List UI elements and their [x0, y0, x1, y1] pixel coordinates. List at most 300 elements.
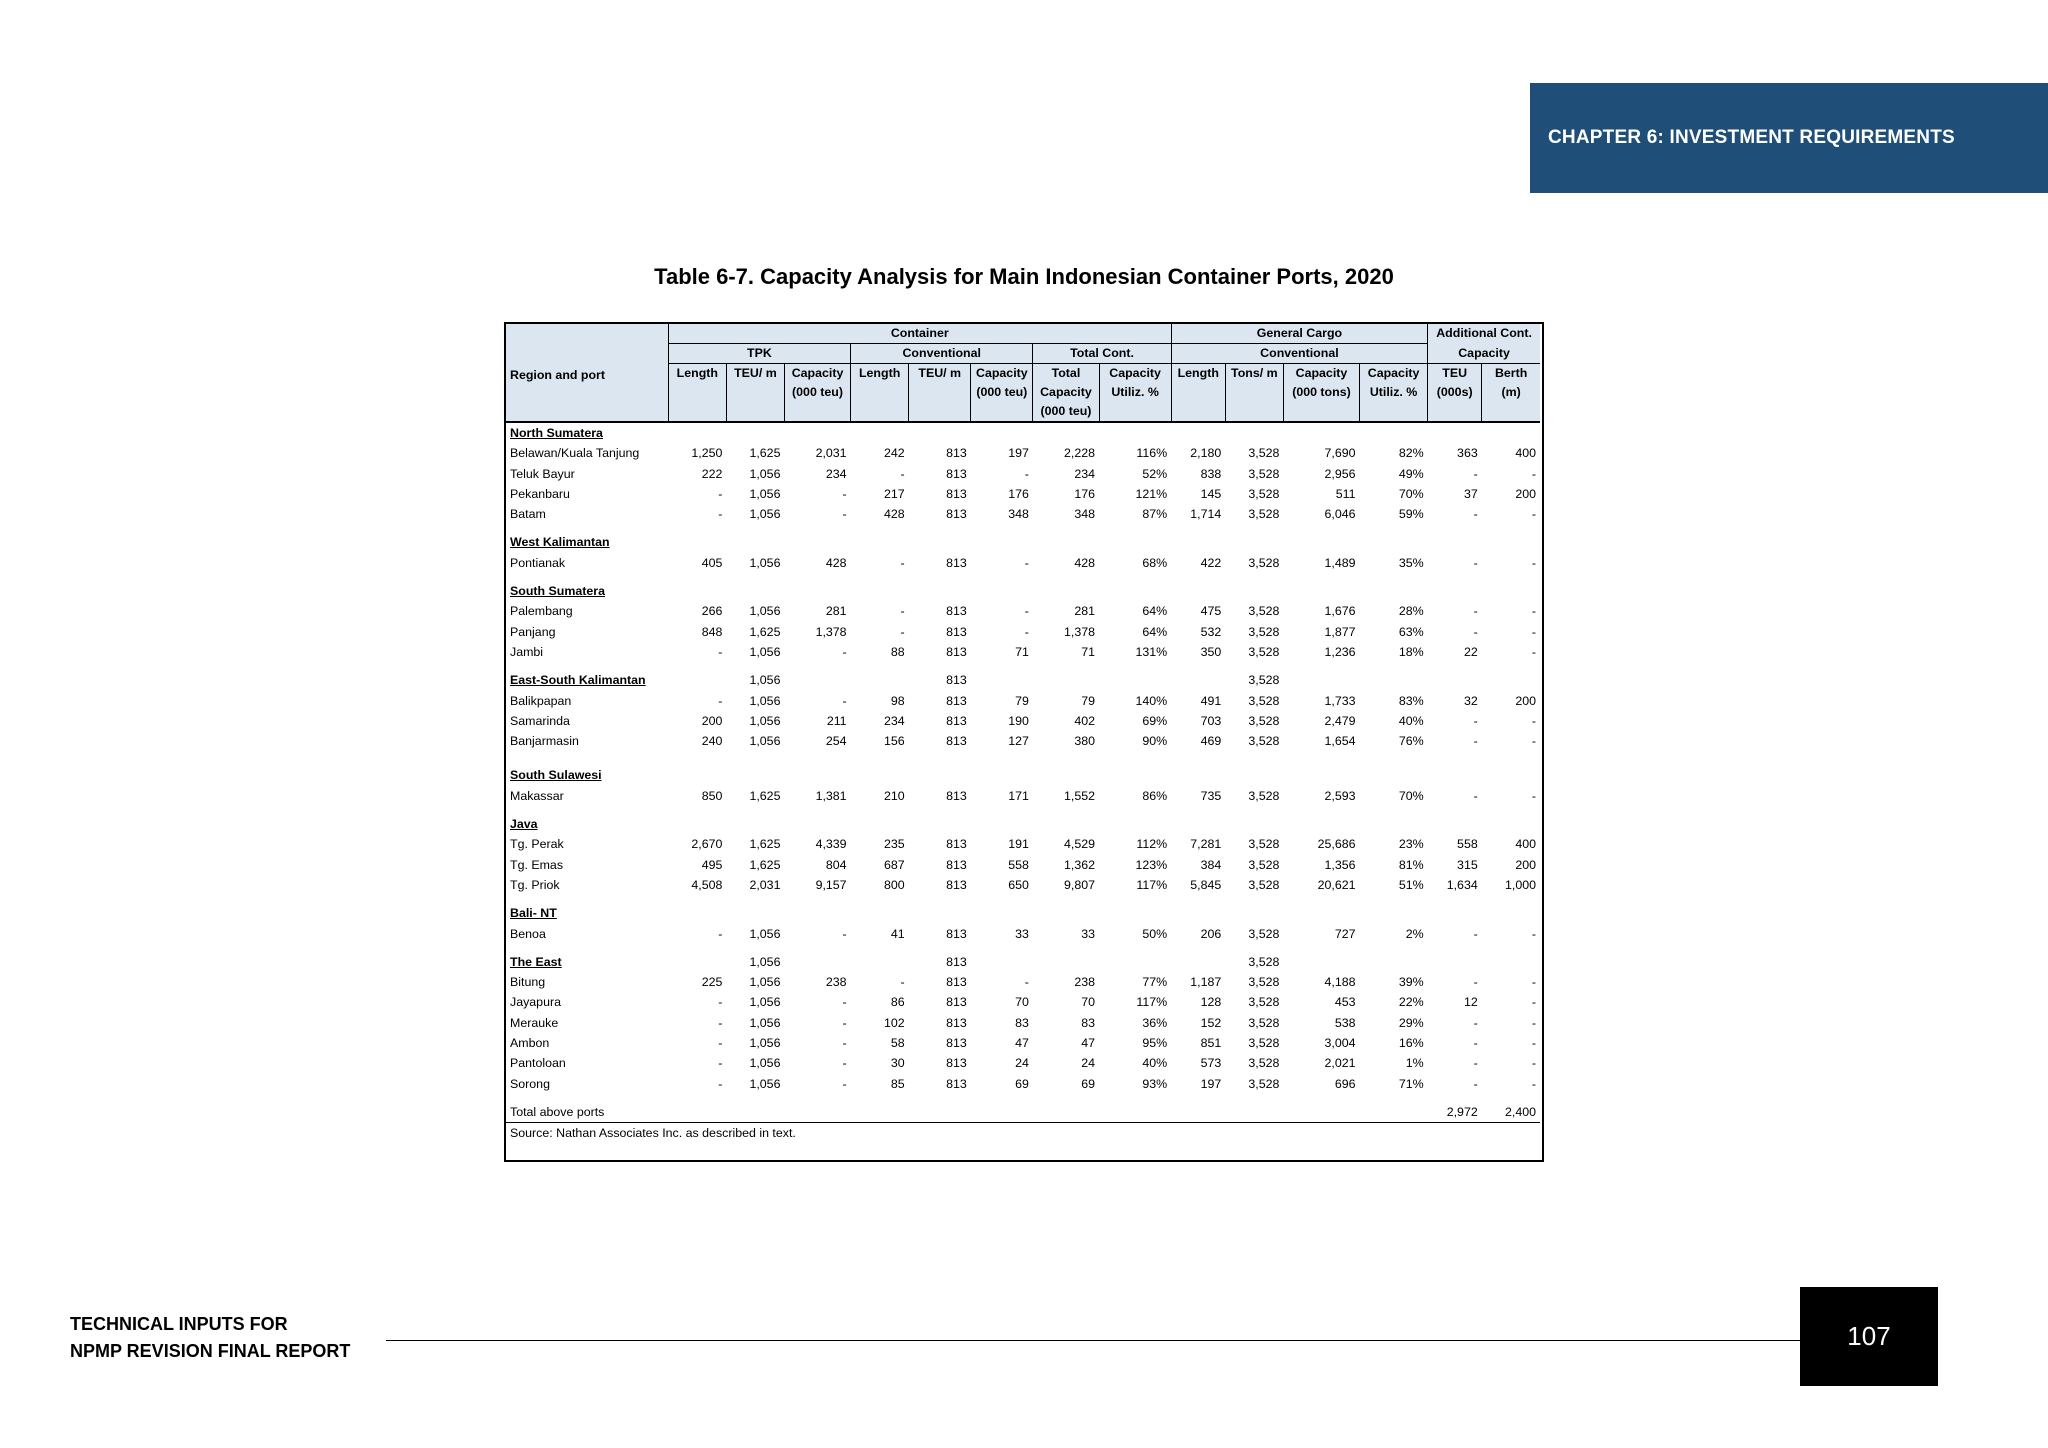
- value-cell: [784, 532, 850, 552]
- value-cell: 1,625: [749, 857, 781, 872]
- value-cell: 2,180: [1190, 446, 1222, 461]
- value-cell: [851, 581, 909, 601]
- value-cell: [784, 581, 850, 601]
- column-header-11-line-1: Capacity: [1283, 364, 1359, 384]
- value-cell: -: [718, 995, 723, 1010]
- region-row: [506, 670, 1540, 690]
- value-cell: [909, 581, 971, 601]
- value-cell: 86%: [1142, 788, 1168, 803]
- value-cell: -: [1473, 466, 1478, 481]
- value-cell: 4,529: [1063, 837, 1095, 852]
- column-header-10-line-1: Tons/ m: [1225, 364, 1283, 384]
- table-row: [506, 1013, 1540, 1033]
- value-cell: 222: [701, 466, 723, 481]
- value-cell: 813: [946, 837, 967, 852]
- value-cell: 813: [946, 857, 967, 872]
- value-cell: 558: [1457, 837, 1478, 852]
- value-cell: -: [718, 926, 723, 941]
- region-name: Java: [510, 817, 538, 832]
- table-row: [506, 553, 1540, 573]
- value-cell: 703: [1200, 713, 1222, 728]
- value-cell: 206: [1200, 926, 1222, 941]
- capacity-table-box: [504, 322, 1544, 1162]
- value-cell: [1171, 765, 1225, 785]
- value-cell: 804: [825, 857, 847, 872]
- value-cell: [668, 903, 726, 923]
- column-header-5-line-2: [909, 383, 971, 402]
- value-cell: 22%: [1398, 995, 1424, 1010]
- value-cell: 83: [1015, 1015, 1029, 1030]
- table-row: [506, 875, 1540, 895]
- value-cell: 117%: [1136, 995, 1168, 1010]
- value-cell: 83%: [1398, 693, 1424, 708]
- region-name: West Kalimantan: [510, 535, 610, 550]
- value-cell: [1099, 814, 1171, 834]
- header-conventional: Conventional: [851, 344, 1033, 364]
- value-cell: [1360, 814, 1428, 834]
- value-cell: 281: [825, 604, 847, 619]
- value-cell: [726, 765, 784, 785]
- value-cell: 1,625: [749, 788, 781, 803]
- value-cell: -: [1531, 975, 1536, 990]
- value-cell: -: [1473, 788, 1478, 803]
- value-cell: [1033, 765, 1099, 785]
- value-cell: 4,339: [815, 837, 847, 852]
- column-header-5-line-3: [909, 402, 971, 422]
- value-cell: [1428, 532, 1482, 552]
- value-cell: 1,714: [1190, 507, 1222, 522]
- value-cell: 813: [946, 673, 967, 688]
- value-cell: [1283, 1102, 1359, 1123]
- column-header-1-line-1: Length: [668, 364, 726, 384]
- value-cell: 234: [825, 466, 847, 481]
- value-cell: 3,528: [1248, 837, 1280, 852]
- value-cell: 200: [1515, 486, 1536, 501]
- header-gc-conventional: Conventional: [1171, 344, 1427, 364]
- value-cell: 102: [883, 1015, 905, 1030]
- value-cell: [1360, 903, 1428, 923]
- value-cell: [784, 670, 850, 690]
- value-cell: -: [842, 486, 847, 501]
- value-cell: 1,056: [749, 954, 781, 969]
- column-header-5-line-1: TEU/ m: [909, 364, 971, 384]
- spacer-cell: [506, 944, 1540, 952]
- value-cell: [851, 952, 909, 972]
- value-cell: [1360, 532, 1428, 552]
- value-cell: 1,236: [1324, 644, 1356, 659]
- table-row: [506, 504, 1540, 524]
- spacer-row: [506, 1094, 1540, 1102]
- value-cell: 1,056: [749, 507, 781, 522]
- value-cell: -: [1531, 995, 1536, 1010]
- value-cell: 22: [1463, 644, 1478, 659]
- value-cell: 3,528: [1248, 624, 1280, 639]
- table-row: [506, 691, 1540, 711]
- value-cell: 3,528: [1248, 713, 1280, 728]
- region-row: [506, 814, 1540, 834]
- value-cell: 1,378: [1063, 624, 1095, 639]
- table-row: [506, 1053, 1540, 1073]
- value-cell: -: [1473, 926, 1478, 941]
- value-cell: 71%: [1398, 1076, 1424, 1091]
- spacer-cell: [506, 806, 1540, 814]
- value-cell: 1,056: [749, 995, 781, 1010]
- value-cell: 4,508: [691, 877, 723, 892]
- value-cell: 29%: [1398, 1015, 1424, 1030]
- value-cell: [1360, 581, 1428, 601]
- table-row: [506, 1102, 1540, 1123]
- value-cell: [726, 532, 784, 552]
- spacer-row: [506, 662, 1540, 670]
- value-cell: 70: [1081, 995, 1095, 1010]
- value-cell: 9,807: [1063, 877, 1095, 892]
- value-cell: 1,381: [815, 788, 847, 803]
- table-row: [506, 834, 1540, 854]
- value-cell: [1225, 581, 1283, 601]
- value-cell: 3,528: [1248, 693, 1280, 708]
- value-cell: 428: [825, 555, 847, 570]
- value-cell: 83: [1081, 1015, 1095, 1030]
- table-row: [506, 992, 1540, 1012]
- value-cell: 2,972: [1446, 1104, 1478, 1119]
- column-header-9-line-2: [1171, 383, 1225, 402]
- value-cell: [1283, 765, 1359, 785]
- column-header-12-line-2: Utiliz. %: [1360, 383, 1428, 402]
- column-header-9-line-1: Length: [1171, 364, 1225, 384]
- column-header-11-line-3: [1283, 402, 1359, 422]
- value-cell: 71: [1015, 644, 1029, 659]
- value-cell: 315: [1457, 857, 1478, 872]
- port-name: Batam: [510, 507, 546, 522]
- value-cell: [726, 422, 784, 443]
- value-cell: 469: [1200, 734, 1222, 749]
- value-cell: 3,528: [1248, 466, 1280, 481]
- value-cell: -: [1473, 604, 1478, 619]
- value-cell: 123%: [1135, 857, 1168, 872]
- value-cell: 64%: [1142, 604, 1168, 619]
- value-cell: 70%: [1398, 788, 1424, 803]
- value-cell: -: [1531, 466, 1536, 481]
- value-cell: [1171, 581, 1225, 601]
- value-cell: 234: [883, 713, 905, 728]
- table-row: [506, 786, 1540, 806]
- value-cell: 813: [946, 693, 967, 708]
- value-cell: [668, 952, 726, 972]
- value-cell: [1428, 670, 1482, 690]
- value-cell: 1,378: [815, 624, 847, 639]
- value-cell: 1,676: [1324, 604, 1356, 619]
- value-cell: [1033, 952, 1099, 972]
- value-cell: 1,250: [691, 446, 723, 461]
- port-name: Samarinda: [510, 713, 570, 728]
- port-name: Jayapura: [510, 995, 561, 1010]
- region-name: South Sumatera: [510, 584, 606, 599]
- value-cell: 40%: [1142, 1056, 1168, 1071]
- value-cell: 350: [1200, 644, 1222, 659]
- value-cell: -: [1473, 975, 1478, 990]
- value-cell: 813: [946, 555, 967, 570]
- value-cell: [1482, 670, 1540, 690]
- value-cell: 3,528: [1248, 446, 1280, 461]
- value-cell: 37: [1463, 486, 1478, 501]
- value-cell: 428: [1074, 555, 1095, 570]
- value-cell: [1428, 422, 1482, 443]
- column-header-6-line-1: Capacity: [971, 364, 1033, 384]
- value-cell: -: [842, 926, 847, 941]
- column-header-9-line-3: [1171, 402, 1225, 422]
- region-row: [506, 903, 1540, 923]
- value-cell: 238: [1074, 975, 1095, 990]
- value-cell: [1225, 765, 1283, 785]
- value-cell: 348: [1074, 507, 1095, 522]
- value-cell: 813: [946, 1036, 967, 1051]
- value-cell: 2,228: [1063, 446, 1095, 461]
- column-header-2-line-2: [726, 383, 784, 402]
- value-cell: 813: [946, 1056, 967, 1071]
- column-header-6-line-2: (000 teu): [971, 383, 1033, 402]
- value-cell: -: [1531, 624, 1536, 639]
- port-name: Banjarmasin: [510, 734, 579, 749]
- region-row: [506, 532, 1540, 552]
- value-cell: [1099, 581, 1171, 601]
- value-cell: -: [718, 693, 723, 708]
- value-cell: 2,400: [1504, 1104, 1536, 1119]
- value-cell: 70%: [1398, 486, 1424, 501]
- value-cell: [1171, 814, 1225, 834]
- value-cell: 176: [1074, 486, 1095, 501]
- value-cell: 25,686: [1317, 837, 1356, 852]
- port-name: Pontianak: [510, 555, 566, 570]
- value-cell: [1283, 670, 1359, 690]
- value-cell: 121%: [1135, 486, 1168, 501]
- value-cell: 112%: [1136, 837, 1168, 852]
- table-row: [506, 443, 1540, 463]
- table-header: [506, 324, 1540, 422]
- value-cell: [1099, 765, 1171, 785]
- value-cell: -: [1024, 624, 1029, 639]
- value-cell: 50%: [1142, 926, 1168, 941]
- value-cell: 3,528: [1248, 1036, 1280, 1051]
- value-cell: [726, 814, 784, 834]
- column-header-2-line-1: TEU/ m: [726, 364, 784, 384]
- value-cell: [851, 765, 909, 785]
- value-cell: 2,670: [691, 837, 723, 852]
- value-cell: 197: [1008, 446, 1029, 461]
- value-cell: -: [842, 1056, 847, 1071]
- value-cell: 573: [1200, 1056, 1222, 1071]
- value-cell: 380: [1074, 734, 1095, 749]
- region-name: Bali- NT: [510, 906, 557, 921]
- value-cell: [726, 903, 784, 923]
- value-cell: 727: [1334, 926, 1356, 941]
- value-cell: -: [900, 975, 905, 990]
- region-name: North Sumatera: [510, 426, 603, 440]
- value-cell: [851, 422, 909, 443]
- value-cell: 2,031: [815, 446, 847, 461]
- footer-line-1: TECHNICAL INPUTS FOR: [70, 1314, 288, 1334]
- value-cell: 1,056: [749, 734, 781, 749]
- value-cell: 36%: [1142, 1015, 1168, 1030]
- value-cell: [1099, 670, 1171, 690]
- value-cell: [784, 422, 850, 443]
- value-cell: -: [1024, 604, 1029, 619]
- header-general-cargo: General Cargo: [1171, 324, 1427, 344]
- value-cell: 3,528: [1248, 926, 1280, 941]
- value-cell: -: [900, 624, 905, 639]
- value-cell: -: [1473, 507, 1478, 522]
- value-cell: [784, 814, 850, 834]
- value-cell: [909, 532, 971, 552]
- column-header-7-line-3: (000 teu): [1033, 402, 1099, 422]
- value-cell: 3,528: [1248, 486, 1280, 501]
- header-total-cont: Total Cont.: [1033, 344, 1171, 364]
- value-cell: [1360, 1102, 1428, 1123]
- value-cell: [971, 765, 1033, 785]
- value-cell: -: [718, 1015, 723, 1030]
- value-cell: -: [1024, 466, 1029, 481]
- value-cell: 813: [946, 1076, 967, 1091]
- value-cell: [1283, 532, 1359, 552]
- value-cell: 813: [946, 486, 967, 501]
- value-cell: 3,528: [1248, 1076, 1280, 1091]
- value-cell: 95%: [1142, 1036, 1168, 1051]
- value-cell: 1,056: [749, 693, 781, 708]
- value-cell: 6,046: [1324, 507, 1356, 522]
- column-header-1-line-2: [668, 383, 726, 402]
- column-header-14-line-3: [1482, 402, 1540, 422]
- value-cell: -: [1473, 1036, 1478, 1051]
- column-header-3-line-3: [784, 402, 850, 422]
- table-row: [506, 642, 1540, 662]
- value-cell: [909, 422, 971, 443]
- value-cell: [1225, 814, 1283, 834]
- value-cell: -: [842, 644, 847, 659]
- value-cell: 735: [1200, 788, 1222, 803]
- value-cell: -: [1531, 1015, 1536, 1030]
- value-cell: 41: [890, 926, 905, 941]
- value-cell: [971, 670, 1033, 690]
- value-cell: 152: [1200, 1015, 1222, 1030]
- footer-divider: [386, 1340, 1802, 1341]
- value-cell: -: [1531, 734, 1536, 749]
- region-name: The East: [510, 954, 562, 969]
- spacer-cell: [506, 524, 1540, 532]
- value-cell: 475: [1200, 604, 1222, 619]
- value-cell: [1482, 814, 1540, 834]
- column-header-4-line-2: [851, 383, 909, 402]
- value-cell: 813: [946, 466, 967, 481]
- spacer-cell: [506, 751, 1540, 765]
- value-cell: [971, 814, 1033, 834]
- value-cell: [971, 532, 1033, 552]
- value-cell: 1,356: [1324, 857, 1356, 872]
- value-cell: 813: [946, 734, 967, 749]
- port-name: Pekanbaru: [510, 486, 570, 501]
- value-cell: [1171, 952, 1225, 972]
- value-cell: 35%: [1398, 555, 1424, 570]
- value-cell: [784, 903, 850, 923]
- spacer-row: [506, 524, 1540, 532]
- value-cell: 266: [701, 604, 723, 619]
- column-header-4-line-1: Length: [851, 364, 909, 384]
- value-cell: [851, 814, 909, 834]
- value-cell: 1,634: [1446, 877, 1478, 892]
- value-cell: 453: [1334, 995, 1356, 1010]
- value-cell: 131%: [1135, 644, 1168, 659]
- value-cell: [1033, 1102, 1099, 1123]
- value-cell: -: [1473, 1076, 1478, 1091]
- value-cell: -: [1531, 788, 1536, 803]
- value-cell: 98: [890, 693, 905, 708]
- value-cell: 428: [883, 507, 905, 522]
- value-cell: 3,528: [1248, 555, 1280, 570]
- value-cell: [1225, 903, 1283, 923]
- value-cell: 235: [883, 837, 905, 852]
- value-cell: 558: [1008, 857, 1029, 872]
- table-body: [506, 422, 1540, 1144]
- value-cell: 538: [1334, 1015, 1356, 1030]
- value-cell: -: [1531, 555, 1536, 570]
- value-cell: 145: [1200, 486, 1222, 501]
- value-cell: 59%: [1398, 507, 1424, 522]
- value-cell: 2,031: [749, 877, 781, 892]
- port-name: Bitung: [510, 975, 546, 990]
- spacer-row: [506, 895, 1540, 903]
- value-cell: 1,056: [749, 1056, 781, 1071]
- value-cell: 200: [1515, 857, 1536, 872]
- value-cell: [1033, 581, 1099, 601]
- source-row: [506, 1123, 1540, 1144]
- value-cell: -: [900, 466, 905, 481]
- value-cell: [971, 952, 1033, 972]
- value-cell: 813: [946, 713, 967, 728]
- region-name: East-South Kalimantan: [510, 673, 646, 688]
- value-cell: 813: [946, 975, 967, 990]
- value-cell: 532: [1200, 624, 1222, 639]
- value-cell: 33: [1015, 926, 1029, 941]
- column-header-12-line-1: Capacity: [1360, 364, 1428, 384]
- column-header-7-line-1: Total: [1033, 364, 1099, 384]
- column-header-3-line-1: Capacity: [784, 364, 850, 384]
- value-cell: [1171, 670, 1225, 690]
- column-header-14-line-2: (m): [1482, 383, 1540, 402]
- header-region-and-port: Region and port: [506, 324, 668, 422]
- value-cell: [1482, 422, 1540, 443]
- port-name: Balikpapan: [510, 693, 572, 708]
- table-title: Table 6-7. Capacity Analysis for Main Indonesian Container Ports, 2020: [654, 264, 1394, 289]
- value-cell: 9,157: [815, 877, 847, 892]
- value-cell: [909, 765, 971, 785]
- table-row: [506, 1074, 1540, 1094]
- value-cell: 127: [1008, 734, 1029, 749]
- value-cell: 495: [701, 857, 723, 872]
- value-cell: 20,621: [1317, 877, 1356, 892]
- value-cell: -: [718, 507, 723, 522]
- spacer-cell: [506, 573, 1540, 581]
- value-cell: [1171, 532, 1225, 552]
- value-cell: 400: [1515, 837, 1536, 852]
- value-cell: 400: [1515, 446, 1536, 461]
- header-additional: Additional Cont.: [1428, 324, 1540, 344]
- value-cell: 384: [1200, 857, 1222, 872]
- value-cell: -: [900, 604, 905, 619]
- value-cell: -: [718, 486, 723, 501]
- header-tpk: TPK: [668, 344, 850, 364]
- value-cell: [1099, 952, 1171, 972]
- value-cell: [1283, 903, 1359, 923]
- header-container: Container: [668, 324, 1171, 344]
- spacer-row: [506, 751, 1540, 765]
